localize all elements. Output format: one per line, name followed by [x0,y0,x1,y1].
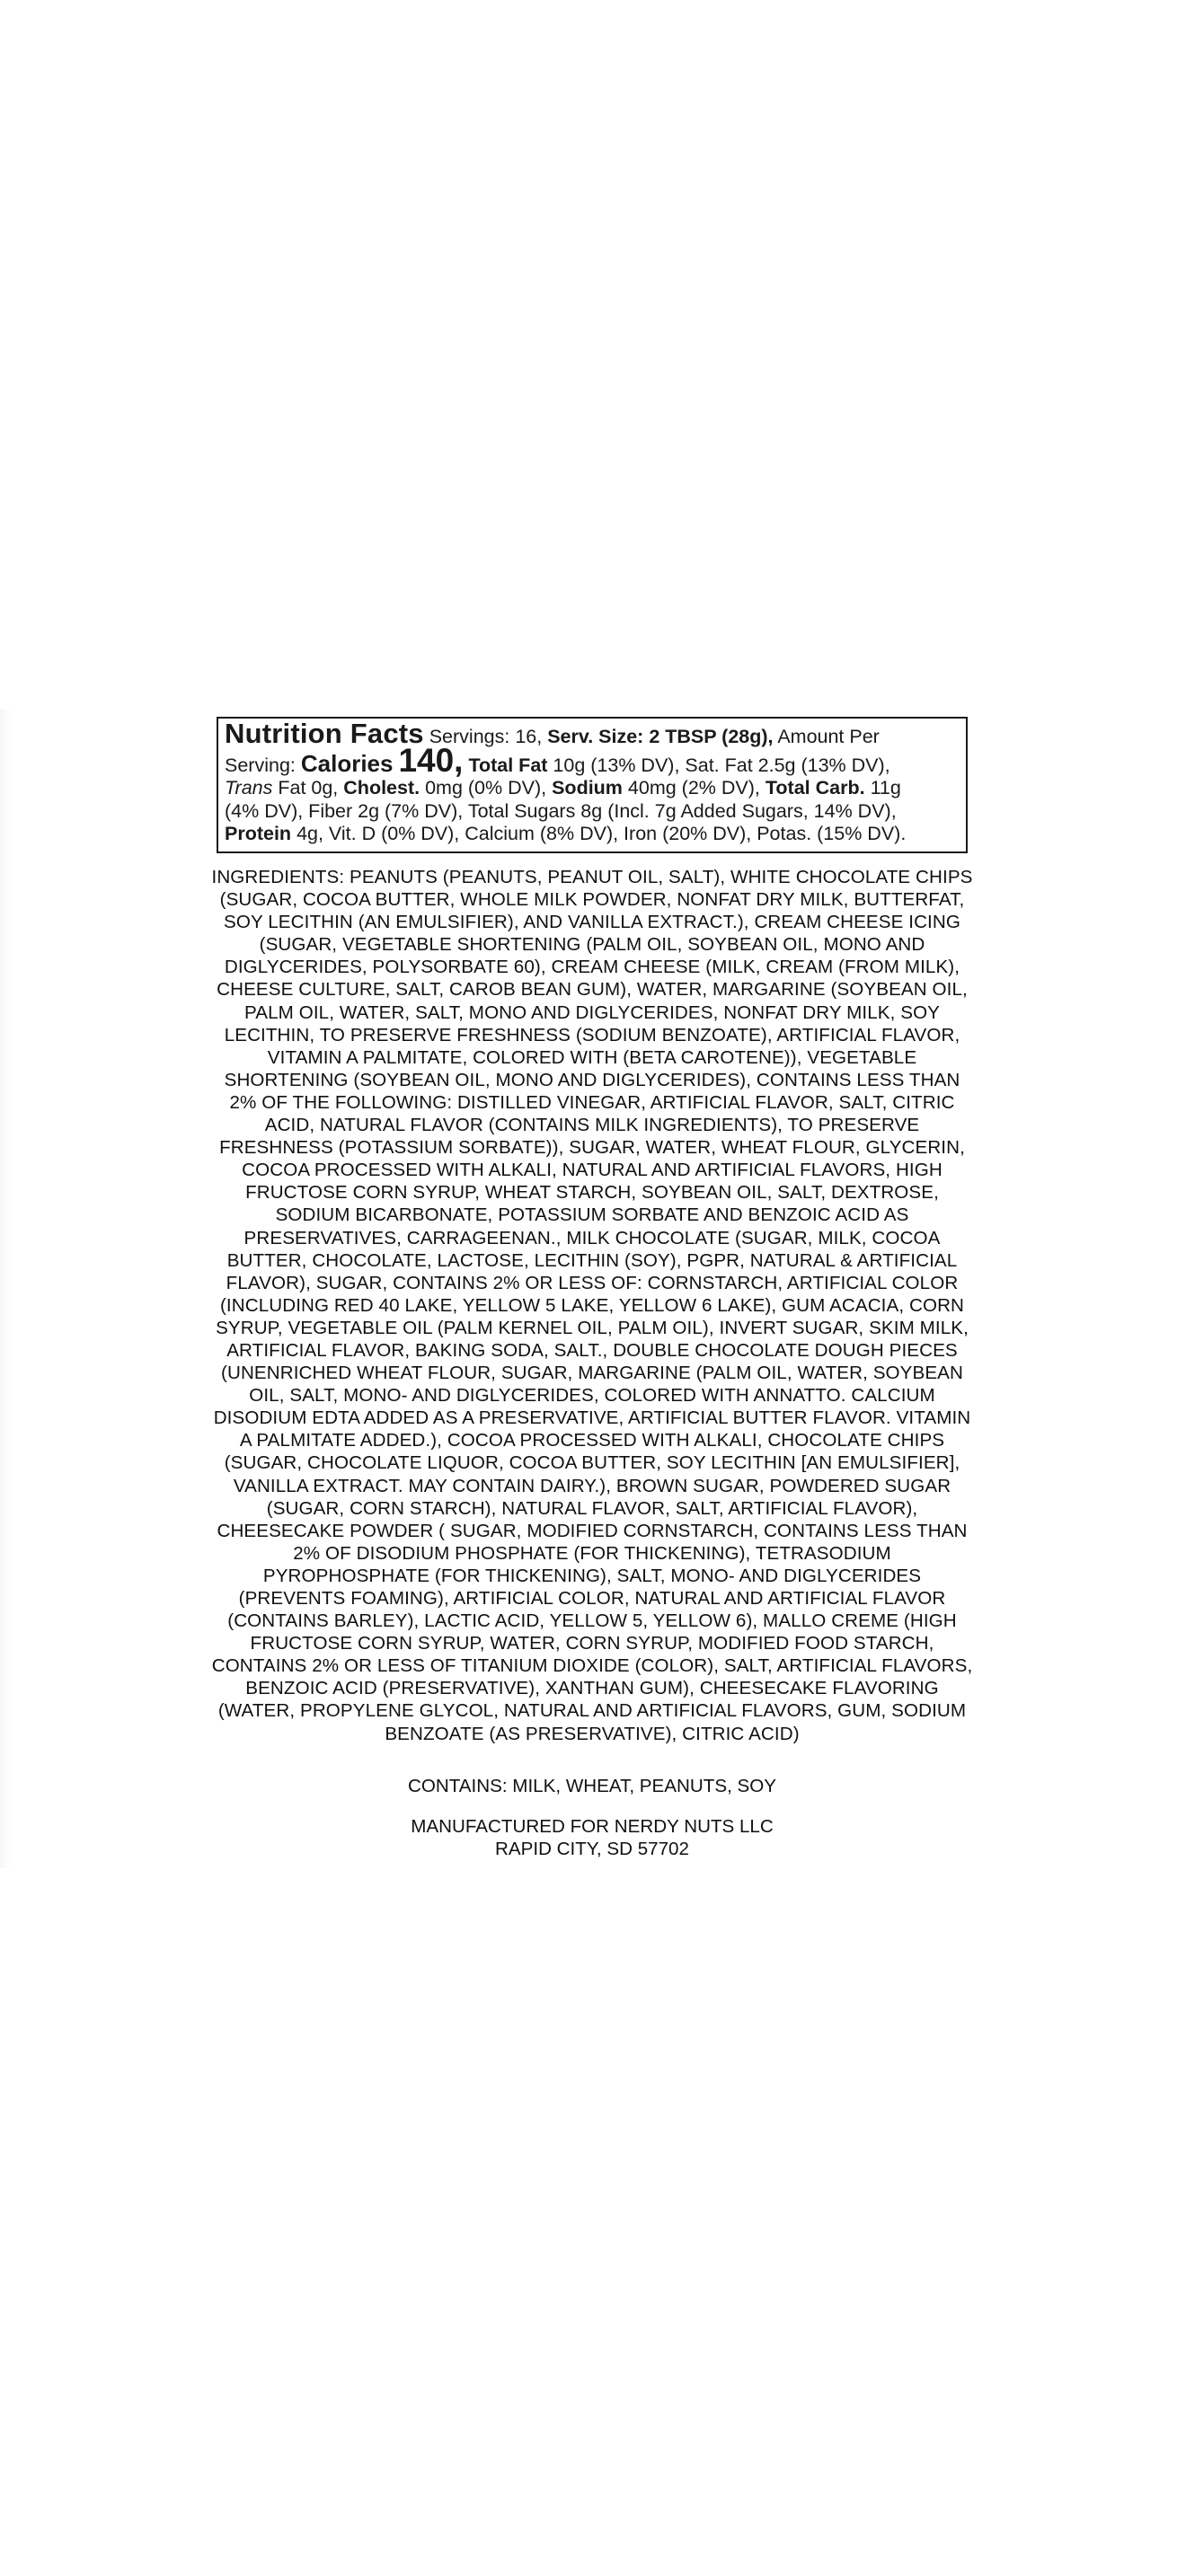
protein-vitamins-text: 4g, Vit. D (0% DV), Calcium (8% DV), Iron (20% DV), Potas. (15% DV). [296,823,907,844]
manufacturer-info [208,1815,976,1860]
trans-label: Trans [225,777,273,798]
servings-text: Servings: 16, [429,726,543,747]
trans-value: Fat 0g, [278,777,339,798]
nutrition-facts-panel [217,717,968,853]
calories-label: Calories [300,749,394,777]
manufacturer-address: RAPID CITY, SD 57702 [495,1839,689,1859]
total-carb-label: Total Carb. [765,777,865,798]
total-carb-value: 11g [870,777,901,798]
allergen-statement: CONTAINS: MILK, WHEAT, PEANUTS, SOY [407,1776,777,1796]
protein-label: Protein [225,823,292,844]
cholesterol-value: 0mg (0% DV), [425,777,547,798]
nutrition-facts-title: Nutrition Facts [225,718,424,749]
sodium-label: Sodium [552,777,623,798]
fiber-sugars-text: (4% DV), Fiber 2g (7% DV), Total Sugars 8g (Incl. 7g Added Sugars, 14% DV), [225,799,897,822]
total-fat-value: 10g (13% DV), Sat. Fat 2.5g (13% DV), [553,754,890,776]
manufacturer-name: MANUFACTURED FOR NERDY NUTS LLC [411,1816,774,1837]
sodium-value: 40mg (2% DV), [627,777,760,798]
serving-size-text: Serv. Size: 2 TBSP (28g), [547,726,774,747]
total-fat-label: Total Fat [468,754,548,776]
calories-value: 140, [398,741,464,779]
cholesterol-label: Cholest. [343,777,420,798]
ingredients-list: INGREDIENTS: PEANUTS (PEANUTS, PEANUT OIL, SALT), WHITE CHOCOLATE CHIPS (SUGAR, COCOA BUTTER, WHOLE MILK POWDER, NONFAT DRY MILK, BUTTERFAT, SOY LECITHIN (AN EMULSIFIER), AND VANILLA EXTRACT.), CREAM CHEESE ICING (SUGAR, VEGETABLE SHORTENING (PALM OIL, SOYBEAN OIL, MONO AND DIGLYCERIDES, POLYSORBATE 60), CREAM CHEESE (MILK, CREAM (FROM MILK), CHEESE CULTURE, SALT, CAROB BEAN GUM), WATER, MARGARINE (SOYBEAN OIL, PALM OIL, WATER, SALT, MONO AND DIGLYCERIDES, NONFAT DRY MILK, SOY LECITHIN, TO PRESERVE FRESHNESS (SODIUM BENZOATE), ARTIFICIAL FLAVOR, VITAMIN A PALMITATE, COLORED WITH (BETA CAROTENE)), VEGETABLE SHORTENING (SOYBEAN OIL, MONO AND DIGLYCERIDES), CONTAINS LESS THAN 2% OF THE FOLLOWING: DISTILLED VINEGAR, ARTIFICIAL FLAVOR, SALT, CITRIC ACID, NATURAL FLAVOR (CONTAINS MILK INGREDIENTS), TO PRESERVE FRESHNESS (POTASSIUM SORBATE)), SUGAR, WATER, WHEAT FLOUR, GLYCERIN, COCOA PROCESSED WITH ALKALI, NATURAL AND ARTIFICIAL FLAVORS, HIGH FRUCTOSE CORN SYRUP, WHEAT STARCH, SOYBEAN OIL, SALT, DEXTROSE, SODIUM BICARBONATE, POTASSIUM SORBATE AND BENZOIC ACID AS PRESERVATIVES, CARRAGEENAN., MILK CHOCOLATE (SUGAR, MILK, COCOA BUTTER, CHOCOLATE, LACTOSE, LECITHIN (SOY), PGPR, NATURAL & ARTIFICIAL FLAVOR), SUGAR, CONTAINS 2% OR LESS OF: CORNSTARCH, ARTIFICIAL COLOR (INCLUDING RED 40 LAKE, YELLOW 5 LAKE, YELLOW 6 LAKE), GUM ACACIA, CORN SYRUP, VEGETABLE OIL (PALM KERNEL OIL, PALM OIL), INVERT SUGAR, SKIM MILK, ARTIFICIAL FLAVOR, BAKING SODA, SALT., DOUBLE CHOCOLATE DOUGH PIECES (UNENRICHED WHEAT FLOUR, SUGAR, MARGARINE (PALM OIL, WATER, SOYBEAN OIL, SALT, MONO- AND DIGLYCERIDES, COLORED WITH ANNATTO. CALCIUM DISODIUM EDTA ADDED AS A PRESERVATIVE, ARTIFICIAL BUTTER FLAVOR. VITAMIN A PALMITATE ADDED.), COCOA PROCESSED WITH ALKALI, CHOCOLATE CHIPS (SUGAR, CHOCOLATE LIQUOR, COCOA BUTTER, SOY LECITHIN [AN EMULSIFIER], VANILLA EXTRACT. MAY CONTAIN DAIRY.), BROWN SUGAR, POWDERED SUGAR (SUGAR, CORN STARCH), NATURAL FLAVOR, SALT, ARTIFICIAL FLAVOR), CHEESECAKE POWDER ( SUGAR, MODIFIED CORNSTARCH, CONTAINS LESS THAN 2% OF DISODIUM PHOSPHATE (FOR THICKENING), TETRASODIUM PYROPHOSPHATE (FOR THICKENING), SALT, MONO- AND DIGLYCERIDES (PREVENTS FOAMING), ARTIFICIAL COLOR, NATURAL AND ARTIFICIAL FLAVOR (CONTAINS BARLEY), LACTIC ACID, YELLOW 5, YELLOW 6), MALLO CREME (HIGH FRUCTOSE CORN SYRUP, WATER, CORN SYRUP, MODIFIED FOOD STARCH, CONTAINS 2% OR LESS OF TITANIUM DIOXIDE (COLOR), SALT, ARTIFICIAL FLAVORS, BENZOIC ACID (PRESERVATIVE), XANTHAN GUM), CHEESECAKE FLAVORING (WATER, PROPYLENE GLYCOL, NATURAL AND ARTIFICIAL FLAVORS, GUM, SODIUM BENZOATE (AS PRESERVATIVE), CITRIC ACID) [211,867,973,1744]
serving-label: Serving: [225,754,296,776]
amount-per-text: Amount Per [777,726,880,747]
left-edge-shadow [0,710,13,1868]
